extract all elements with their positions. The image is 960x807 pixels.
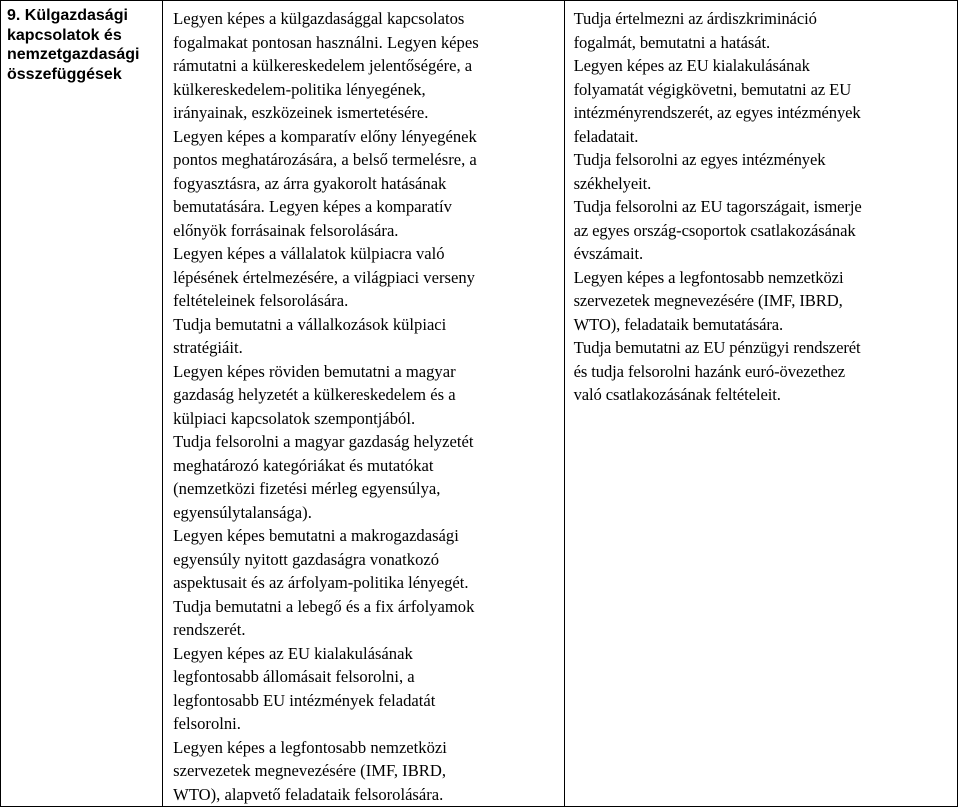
text-line: folyamatát végigkövetni, bemutatni az EU [573, 79, 852, 99]
middle-requirements-text [163, 1, 563, 806]
text-line: külpiaci kapcsolatok szempontjából. [173, 408, 416, 428]
section-heading-line: 9. Külgazdasági [7, 7, 128, 24]
text-line: Legyen képes a komparatív előny lényegének [173, 126, 477, 146]
text-line: felsorolni. [173, 714, 241, 733]
section-heading-line: összefüggések [7, 65, 122, 83]
text-line: pontos meghatározására, a belső termelésre, a [173, 150, 477, 169]
text-line: Tudja értelmezni az árdiszkrimináció [573, 9, 817, 28]
section-heading [1, 1, 162, 84]
text-line: évszámait. [573, 244, 644, 263]
text-line: rámutatni a külkereskedelem jelentőségére, a [173, 56, 473, 75]
text-line: aspektusait és az árfolyam-politika lényegét. [173, 573, 469, 592]
text-line: egyensúlytalansága). [173, 502, 312, 522]
text-line: egyensúly nyitott gazdaságra vonatkozó [173, 549, 440, 569]
text-line: Legyen képes a legfontosabb nemzetközi [573, 267, 844, 287]
requirement-paragraph [574, 195, 953, 266]
requirement-paragraph [173, 313, 559, 360]
text-line: fogyasztásra, az árra gyakorolt hatásának [173, 173, 447, 193]
right-requirements-cell [564, 1, 957, 807]
text-line: gazdaság helyzetét a külkereskedelem és a [173, 385, 456, 404]
requirement-paragraph [574, 54, 953, 148]
section-heading-line: nemzetgazdasági [7, 46, 140, 63]
text-line: való csatlakozásának feltételeit. [573, 385, 781, 404]
text-line: székhelyeit. [573, 173, 652, 193]
requirement-paragraph [173, 125, 559, 243]
text-line: lépésének értelmezésére, a világpiaci verseny [173, 267, 475, 287]
text-line: Legyen képes röviden bemutatni a magyar [173, 361, 456, 381]
text-line: az egyes ország-csoportok csatlakozásának [573, 220, 856, 240]
text-line: Legyen képes a legfontosabb nemzetközi [173, 737, 447, 757]
text-line: Tudja bemutatni a lebegő és a fix árfolyamok [173, 596, 475, 616]
text-line: stratégiáit. [173, 338, 243, 357]
requirement-paragraph [173, 430, 559, 524]
text-line: feltételeinek felsorolására. [173, 291, 349, 310]
text-line: és tudja felsorolni hazánk euró-övezethez [573, 361, 845, 381]
text-line: Tudja felsorolni az egyes intézmények [573, 150, 826, 169]
text-line: intézményrendszerét, az egyes intézmények [573, 103, 861, 122]
text-line: rendszerét. [173, 620, 246, 639]
text-line: Legyen képes a vállalatok külpiacra való [173, 244, 445, 263]
right-requirements-text [565, 1, 957, 407]
text-line: Tudja bemutatni az EU pénzügyi rendszerét [573, 338, 861, 357]
requirement-paragraph [173, 595, 559, 642]
text-line: fogalmakat pontosan használni. Legyen képes [173, 32, 479, 52]
requirement-paragraph [574, 7, 953, 54]
requirement-paragraph [574, 148, 953, 195]
text-line: legfontosabb EU intézmények feladatát [173, 690, 436, 710]
text-line: WTO), feladataik bemutatására. [573, 314, 784, 334]
text-line: fogalmát, bemutatni a hatását. [573, 32, 771, 52]
requirement-paragraph [173, 524, 559, 595]
text-line: szervezetek megnevezésére (IMF, IBRD, [573, 291, 843, 310]
requirement-paragraph [173, 7, 559, 125]
table-row [1, 1, 958, 807]
requirement-paragraph [173, 736, 559, 807]
section-heading-line: kapcsolatok és [7, 26, 122, 44]
text-line: bemutatására. Legyen képes a komparatív [173, 197, 452, 216]
section-heading-cell [1, 1, 163, 807]
text-line: feladatait. [573, 126, 639, 146]
text-line: Legyen képes az EU kialakulásának [173, 643, 413, 663]
text-line: szervezetek megnevezésére (IMF, IBRD, [173, 761, 446, 780]
text-line: Tudja bemutatni a vállalkozások külpiaci [173, 314, 447, 334]
text-line: (nemzetközi fizetési mérleg egyensúlya, [173, 479, 441, 498]
requirement-paragraph [173, 642, 559, 736]
text-line: Tudja felsorolni a magyar gazdaság helyzetét [173, 432, 474, 451]
text-line: meghatározó kategóriákat és mutatókat [173, 455, 434, 475]
requirement-paragraph [574, 336, 953, 407]
text-line: legfontosabb állomásait felsorolni, a [173, 667, 415, 686]
text-line: előnyök forrásainak felsorolására. [173, 220, 399, 240]
text-line: Tudja felsorolni az EU tagországait, ismerje [573, 197, 862, 216]
text-line: Legyen képes bemutatni a makrogazdasági [173, 526, 459, 545]
text-line: külkereskedelem-politika lényegének, [173, 79, 426, 99]
requirement-paragraph [574, 266, 953, 337]
requirement-paragraph [173, 242, 559, 313]
text-line: WTO), alapvető feladataik felsorolására. [173, 784, 444, 804]
text-line: Legyen képes a külgazdasággal kapcsolatos [173, 9, 465, 28]
text-line: Legyen képes az EU kialakulásának [573, 56, 810, 75]
requirement-paragraph [173, 360, 559, 431]
text-line: irányainak, eszközeinek ismertetésére. [173, 103, 429, 122]
middle-requirements-cell [163, 1, 564, 807]
